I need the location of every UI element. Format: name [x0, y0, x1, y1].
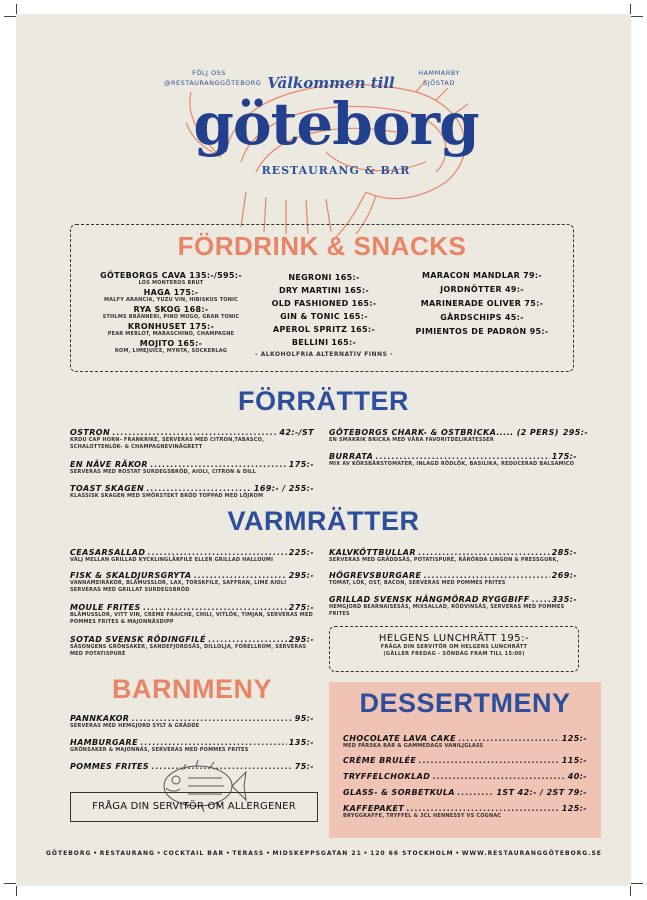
item-desc: ROM, LIMEJUICE, MYNTA, SOCKERLAG	[114, 348, 228, 354]
item-name: TOAST SKAGEN	[70, 484, 145, 493]
footer-separator: •	[225, 850, 231, 857]
item-desc: EN SMAKRIK BRICKA MED VÅRA FAVORITDELIKATESSER	[329, 437, 494, 443]
item-name: GÖTEBORGS CHARK- & OSTBRICKA..... (2 PERS)	[329, 428, 559, 437]
restaurant-subtitle: RESTAURANG & BAR	[261, 164, 411, 177]
item-name: CRÈME BRULÉE	[343, 756, 417, 765]
menu-item	[70, 714, 314, 730]
footer-postcode: 120 66 STOCKHOLM	[370, 850, 454, 857]
footer-item: RESTAURANG	[99, 850, 155, 857]
hood-line1: HAMMARBY	[418, 69, 460, 77]
alcohol-free-note: - ALKOHOLFRIA ALTERNATIV FINNS -	[255, 351, 393, 358]
section-title: DESSERTMENY	[359, 688, 571, 718]
section-title: FÖRDRINK & SNACKS	[177, 231, 467, 261]
drink-item: OLD FASHIONED 165:-	[271, 299, 377, 308]
item-desc: BRYGGKAFFE, TRYFFEL & 3CL HENNESSY VS COGNAC	[343, 813, 502, 819]
item-price: 285:-	[551, 548, 577, 557]
item-name: MOJITO 165:-	[139, 339, 203, 348]
item-desc: SERVERAS MED HEMGJORD SYLT & GRÄDDE	[70, 723, 200, 729]
section-title: BARNMENY	[111, 674, 272, 704]
menu-item	[329, 548, 577, 564]
item-price: 225:-	[288, 548, 314, 557]
item-desc: LOS MONTEROS BRUT	[138, 280, 204, 286]
menu-item	[343, 772, 587, 781]
menu-item	[91, 322, 251, 337]
drink-item: BELLINI 165:-	[291, 338, 357, 347]
section-title: VARMRÄTTER	[227, 506, 420, 536]
item-price: 95:-	[294, 714, 314, 723]
menu-item	[70, 635, 314, 658]
allergy-notice: FRÅGA DIN SERVITÖR OM ALLERGENER	[70, 792, 318, 822]
footer-separator: •	[265, 850, 271, 857]
snack-item: MARACON MANDLAR 79:-	[421, 271, 543, 280]
footer-address: MIDSKEPPSGATAN 21	[272, 850, 362, 857]
menu-item	[343, 804, 587, 820]
menu-item	[91, 288, 251, 303]
footer-separator: •	[93, 850, 99, 857]
item-price: 125:-	[561, 804, 587, 813]
menu-item	[70, 548, 314, 564]
item-desc: VÄLJ MELLAN GRILLAD KYCKLINGLÅRFILE ELLER GRILLAD HALLOUMI	[70, 557, 274, 563]
item-price: 1ST 42:- / 2ST 79:-	[496, 788, 587, 797]
item-desc: SERVERAS MED ROSTAT SURDEGSBRÖD, AIOLI, CITRON & DILL	[70, 469, 257, 475]
item-price: 295:-	[288, 635, 314, 644]
item-name: KRONHUSET 175:-	[127, 322, 215, 331]
item-name: RYA SKOG 168:-	[133, 305, 209, 314]
item-price: 175:-	[288, 460, 314, 469]
weekend-lunch-box	[329, 626, 579, 672]
footer-separator: •	[363, 850, 369, 857]
item-desc: MALFY ARANCIA, YUZU VIN, HIBISKUS TONIC	[103, 297, 239, 303]
item-name: HAMBURGARE	[70, 738, 138, 747]
item-price: 115:-	[561, 756, 587, 765]
item-price: 75:-	[294, 762, 314, 771]
menu-item	[70, 460, 314, 476]
item-desc: KLASSISK SKAGEN MED SMÖRSTEKT BRÖD TOPPAD MED LÖJROM	[70, 493, 264, 499]
item-price: 169:- / 255:-	[253, 484, 314, 493]
item-price: 295:-	[562, 428, 589, 437]
drink-item: APEROL SPRITZ 165:-	[272, 325, 376, 334]
item-name: CEASARSALLAD	[70, 548, 146, 557]
item-desc: HEMGJORD BEARNAISESÅS, MIXSALLAD, RÖDVINSÅS, SERVERAS MED POMMES FRITES	[329, 604, 565, 617]
item-name: BURRATA	[329, 452, 374, 461]
footer-item: GÖTEBORG	[46, 850, 92, 857]
dessert-section	[329, 682, 601, 838]
menu-item	[70, 428, 314, 451]
item-name: PANNKAKOR	[70, 714, 130, 723]
snacks-section	[70, 224, 574, 372]
menu-item	[91, 305, 251, 320]
snacks-middle-column	[251, 273, 397, 358]
follow-label: FÖLJ OSS	[192, 69, 226, 77]
item-desc: GRÖNSAKER & MAJONNÄS, SERVERAS MED POMMES FRITES	[70, 747, 249, 753]
footer	[46, 850, 602, 857]
menu-item	[329, 452, 577, 468]
snack-item: JORDNÖTTER 49:-	[440, 285, 524, 294]
item-name: MOULE FRITES	[70, 603, 141, 612]
footer-separator: •	[455, 850, 461, 857]
menu-item	[70, 603, 314, 626]
item-desc: TOMAT, LÖK, OST, BACON, SERVERAS MED POMMES FRITES	[329, 580, 506, 586]
lunch-hours: (GÄLLER FREDAG - SÖNDAG FRAM TILL 15:00)	[383, 651, 525, 657]
snack-item: PIMIENTOS DE PADRÓN 95:-	[415, 327, 549, 336]
item-desc: MIX AV KÖRSBÄRSTOMATER, INLAGD RÖDLÖK, BASILIKA, REDUCERAD BALSAMICO	[329, 461, 575, 467]
item-name: CHOCOLATE LAVA CAKE	[343, 734, 456, 743]
item-price: 125:-	[561, 734, 587, 743]
hood-line2: SJÖSTAD	[423, 79, 455, 87]
item-name: EN NÄVE RÄKOR	[70, 460, 148, 469]
snacks-left-column	[91, 271, 251, 356]
crop-mark	[630, 4, 643, 17]
item-name: POMMES FRITES	[70, 762, 150, 771]
item-name: FISK & SKALDJURSGRYTA	[70, 571, 192, 580]
footer-item: COCKTAIL BAR	[163, 850, 225, 857]
snack-item: MARINERADE OLIVER 75:-	[420, 299, 544, 308]
item-name: KAFFEPAKET	[343, 804, 405, 813]
menu-item	[343, 734, 587, 750]
item-name: OSTRON	[70, 428, 111, 437]
item-price: 42:-/ST	[279, 428, 314, 437]
drink-item: DRY MARTINI 165:-	[278, 286, 370, 295]
item-name: GÖTEBORGS CAVA 135:-/595:-	[100, 271, 242, 280]
item-desc: PEAR MERLOT, MARASCHINO, CHAMPAGNE	[107, 331, 235, 337]
lunch-desc: FRÅGA DIN SERVITÖR OM HELGENS LUNCHRÄTT	[380, 644, 528, 650]
drink-item: NEGRONI 165:-	[288, 273, 360, 282]
item-desc: VANNAMEIRÄKOR, BLÅMUSSLOR, LAX, TORSKFILE, SAFFRAN, LIME AIOLI SERVERAS MED GRILLAT SURDEGSBRÖD	[70, 580, 287, 593]
drink-item: GIN & TONIC 165:-	[280, 312, 368, 321]
menu-item	[91, 271, 251, 286]
menu-page	[16, 14, 631, 886]
item-name: GLASS- & SORBETKULA	[343, 788, 456, 797]
crop-mark	[630, 883, 643, 896]
menu-item	[329, 595, 577, 618]
instagram-handle: @RESTAURANGGÖTEBORG	[164, 79, 262, 87]
item-name: KALVKÖTTBULLAR	[329, 548, 416, 557]
menu-item	[343, 756, 587, 765]
item-desc: STHLMS BRÄNNERI, PINO MUGO, GRAN TONIC	[102, 314, 240, 320]
menu-item	[91, 339, 251, 354]
menu-item	[329, 428, 589, 444]
item-desc: SERVERAS MED GRÄDDSÅS, POTATISPURÉ, RÅRÖRDA LINGON & PRESSGURK,	[329, 557, 559, 563]
item-price: 40:-	[567, 772, 587, 781]
lunch-title: HELGENS LUNCHRÄTT 195:-	[378, 633, 530, 644]
item-desc: SÄSONGENS GRÖNSAKER, SANDEFJORDSÅS, DILLOLJA, FORELLROM, SERVERAS MED POTATISPURÉ	[70, 644, 307, 657]
item-price: 269:-	[551, 571, 577, 580]
menu-item	[70, 484, 314, 500]
footer-separator: •	[156, 850, 162, 857]
footer-item: TERASS	[232, 850, 265, 857]
item-price: 135:-	[288, 738, 314, 747]
item-name: HÖGREVSBURGARE	[329, 571, 422, 580]
snack-item: GÅRDSCHIPS 45:-	[440, 313, 524, 322]
item-price: 335:-	[551, 595, 577, 604]
section-title: FÖRRÄTTER	[238, 386, 409, 416]
item-name: SOTAD SVENSK RÖDINGFILÉ	[70, 635, 206, 644]
welcome-text: Välkommen till	[267, 74, 395, 92]
website-link[interactable]: WWW.RESTAURANGGÖTEBORG.SE	[461, 850, 602, 857]
item-price: 295:-	[288, 571, 314, 580]
restaurant-logo: göteborg	[193, 90, 479, 158]
item-name: TRYFFELCHOKLAD	[343, 772, 431, 781]
menu-item	[70, 571, 314, 594]
item-name: GRILLAD SVENSK HÄNGMÖRAD RYGGBIFF	[329, 595, 530, 604]
item-name: HAGA 175:-	[143, 288, 199, 297]
menu-item	[343, 788, 587, 797]
item-desc: KRDU CAP HORN- FRANKRIKE, SERVERAS MED CITRON,TABASCO, SCHALOTTENLÖK- & CHAMPAGNEVINÄGRETT	[70, 437, 265, 450]
snacks-right-column	[407, 271, 557, 341]
item-desc: MED FÄRSKA BÄR & GAMMEDAGS VANILJGLASS	[343, 743, 484, 749]
item-price: 275:-	[288, 603, 314, 612]
menu-item	[70, 738, 314, 754]
item-price: 175:-	[551, 452, 577, 461]
item-desc: BLÅMUSSLOR, VITT VIN, CRÈME FRAICHE, CHILI, VITLÖK, TIMJAN, SERVERAS MED POMMES FRITES & MAJONNÄSDIPP	[70, 612, 313, 625]
menu-item	[329, 571, 577, 587]
